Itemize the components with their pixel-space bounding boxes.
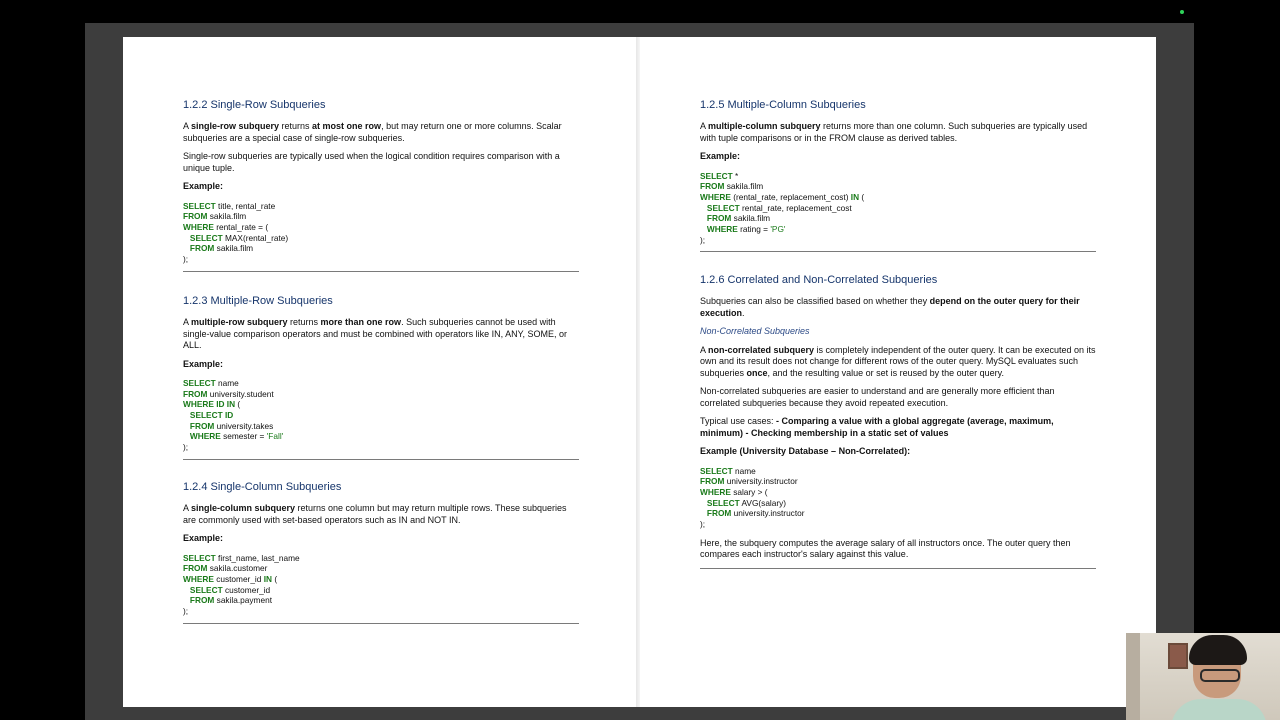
code-text: ( (859, 191, 865, 202)
paragraph (700, 296, 1096, 319)
code-block (700, 466, 1096, 530)
code-text: sakila.film (207, 211, 247, 222)
code-line (700, 181, 1096, 192)
code-line (183, 243, 579, 254)
code-line (183, 553, 579, 564)
text-run: A (700, 121, 709, 131)
code-text: sakila.film (214, 243, 254, 254)
code-keyword: FROM (700, 476, 725, 487)
code-block (183, 553, 579, 617)
bold-term: more than one row (320, 317, 402, 327)
code-text: university.takes (214, 420, 274, 431)
code-text: name (732, 465, 756, 476)
section-divider (183, 271, 579, 272)
section-1-2-5 (700, 98, 1096, 252)
code-text: university.instructor (731, 508, 805, 519)
code-keyword: FROM (706, 508, 732, 519)
code-text: salary > ( (730, 486, 768, 497)
code-keyword: SELECT (706, 202, 740, 213)
code-text: rating = (737, 223, 771, 234)
example-label: Example (University Database – Non-Correlated): (700, 446, 911, 456)
example-label: Example: (700, 151, 741, 161)
code-keyword: SELECT ID (189, 410, 234, 421)
code-line (183, 563, 579, 574)
code-text: title, rental_rate (215, 200, 276, 211)
page-left (123, 37, 636, 707)
code-keyword: WHERE (183, 573, 214, 584)
code-line (183, 431, 579, 442)
code-text (183, 431, 190, 441)
text-run: returns one column but may return multiple rows. These subqueries are commonly used with set-based operators such as IN and NOT IN. (183, 503, 567, 525)
code-line (183, 222, 579, 233)
code-line (183, 595, 579, 606)
code-keyword: IN (263, 573, 273, 584)
section-1-2-3 (183, 294, 579, 460)
bold-term: depend on the outer query for their execution (700, 296, 1080, 318)
code-line (700, 508, 1096, 519)
code-block (183, 201, 579, 265)
section-1-2-6 (700, 273, 1096, 569)
code-text: ); (700, 518, 706, 529)
text-run: A (183, 503, 192, 513)
code-line (183, 211, 579, 222)
code-line (183, 201, 579, 212)
code-string: 'Fall' (266, 431, 284, 442)
code-keyword: WHERE (183, 221, 214, 232)
presenter-glasses (1200, 669, 1240, 682)
code-keyword: FROM (183, 563, 208, 574)
code-text: ); (183, 253, 189, 264)
code-line (700, 203, 1096, 214)
code-keyword: SELECT (700, 465, 733, 476)
code-text (183, 585, 190, 595)
code-text (700, 203, 707, 213)
code-text (183, 595, 190, 605)
text-run: . Such subqueries cannot be used with single-value comparison operators and must be combined with operators like IN, ANY, SOME, or ALL. (183, 317, 568, 350)
bold-term: non-correlated subquery (708, 344, 815, 355)
code-text: rental_rate = ( (213, 221, 269, 232)
code-keyword: WHERE (189, 431, 221, 442)
code-text: sakila.film (731, 213, 771, 224)
code-keyword: FROM (706, 213, 732, 224)
bold-term: once (746, 367, 768, 378)
code-text (183, 233, 190, 243)
code-text: name (215, 378, 239, 388)
code-text: semester = (220, 431, 267, 442)
code-line (183, 410, 579, 421)
paragraph (183, 121, 579, 144)
section-heading: 1.2.6 Correlated and Non-Correlated Subqueries (700, 274, 938, 286)
code-line (700, 213, 1096, 224)
code-block (183, 378, 579, 453)
text-run: Subqueries can also be classified based on whether they (700, 296, 930, 306)
code-line (183, 378, 579, 389)
code-keyword: WHERE ID IN (183, 399, 236, 410)
section-heading: 1.2.3 Multiple-Row Subqueries (183, 295, 333, 307)
text-run: is completely independent of the outer query. It can be executed on its own and its result does not change for different rows of the outer query. MySQL evaluates such subqueries (700, 344, 1096, 378)
example-label: Example: (183, 358, 224, 369)
paragraph: Here, the subquery computes the average salary of all instructors once. The outer query then compares each instructor's salary against this value. (700, 537, 1071, 560)
code-line (700, 519, 1096, 530)
code-text: AVG(salary) (739, 497, 787, 508)
text-run: returns (287, 317, 321, 327)
text-run: , and the resulting value or set is reused by the outer query. (767, 367, 1005, 378)
code-text: sakila.payment (214, 595, 273, 606)
code-text (700, 508, 707, 518)
section-heading: 1.2.2 Single-Row Subqueries (183, 99, 326, 111)
code-line (183, 254, 579, 265)
code-text: * (732, 170, 739, 181)
code-line (700, 171, 1096, 182)
code-text: MAX(rental_rate) (222, 232, 289, 243)
bold-term: - Comparing a value with a global aggregate (average, maximum, minimum) - Checking membership in a static set of values (700, 416, 1054, 438)
code-text: ( (272, 573, 278, 584)
bold-term: at most one row (312, 121, 382, 131)
code-line (183, 389, 579, 400)
code-line (183, 585, 579, 596)
code-text (183, 410, 190, 420)
code-keyword: FROM (183, 388, 208, 399)
paragraph (700, 121, 1096, 144)
code-keyword: FROM (189, 420, 215, 431)
code-text: university.instructor (724, 476, 798, 487)
code-line (183, 399, 579, 410)
code-text: ); (183, 605, 189, 616)
code-line (700, 498, 1096, 509)
code-text: customer_id (222, 584, 271, 595)
text-run: returns more than one column. Such subqueries are typically used with tuple comparisons or in the FROM clause as derived tables. (700, 121, 1088, 143)
code-keyword: WHERE (706, 223, 738, 234)
code-line (183, 233, 579, 244)
code-keyword: FROM (700, 181, 725, 192)
text-run: returns (279, 121, 313, 131)
bold-term: multiple-row subquery (191, 317, 288, 327)
paragraph (183, 317, 579, 352)
code-line (700, 192, 1096, 203)
code-string: 'PG' (770, 223, 786, 234)
text-run: , but may return one or more columns. Scalar subqueries are a special case of single-row subqueries. (183, 121, 562, 143)
presenter-hair (1189, 635, 1247, 665)
text-run: A (183, 317, 192, 327)
code-text (700, 213, 707, 223)
webcam-shelf (1126, 633, 1140, 720)
section-divider (183, 459, 579, 460)
code-block (700, 171, 1096, 246)
text-run: A (183, 121, 192, 131)
code-line (700, 487, 1096, 498)
text-run: A (700, 344, 709, 355)
code-text: (rental_rate, replacement_cost) (730, 191, 851, 202)
code-text: ( (235, 399, 241, 410)
webcam-wall-frame (1168, 643, 1188, 669)
code-text: customer_id (213, 573, 264, 584)
section-divider (700, 251, 1096, 252)
paragraph: Single-row subqueries are typically used when the logical condition requires comparison with a unique tuple. (183, 151, 560, 173)
code-keyword: FROM (189, 595, 215, 606)
paragraph (700, 416, 1096, 439)
code-text (700, 498, 707, 508)
code-keyword: WHERE (700, 486, 731, 497)
code-keyword: SELECT (183, 200, 216, 211)
paragraph (183, 503, 579, 526)
code-line (700, 476, 1096, 487)
code-keyword: FROM (189, 243, 215, 254)
code-line (700, 235, 1096, 246)
bold-term: single-row subquery (191, 121, 280, 131)
section-heading: 1.2.5 Multiple-Column Subqueries (700, 99, 866, 111)
code-text (700, 224, 707, 234)
section-heading: 1.2.4 Single-Column Subqueries (183, 481, 342, 493)
text-run: . (742, 307, 745, 318)
code-keyword: FROM (183, 211, 208, 222)
code-text: first_name, last_name (215, 552, 300, 563)
code-line (183, 442, 579, 453)
code-text: ); (700, 234, 706, 245)
code-line (700, 466, 1096, 477)
code-keyword: SELECT (189, 232, 223, 243)
code-keyword: WHERE (700, 191, 731, 202)
code-keyword: SELECT (183, 378, 216, 388)
code-keyword: IN (850, 191, 860, 202)
code-line (183, 606, 579, 617)
section-divider (183, 623, 579, 624)
webcam-overlay (1126, 633, 1280, 720)
code-keyword: SELECT (706, 497, 740, 508)
code-keyword: SELECT (183, 552, 216, 563)
code-line (183, 574, 579, 585)
code-text: ); (183, 442, 189, 453)
section-divider (700, 568, 1096, 569)
section-1-2-4 (183, 480, 579, 624)
code-line (700, 224, 1096, 235)
code-text: university.student (207, 388, 274, 399)
example-label: Example: (183, 181, 224, 191)
recording-indicator (1180, 10, 1184, 14)
code-text: sakila.film (724, 181, 764, 192)
section-1-2-2 (183, 98, 579, 272)
code-text (183, 421, 190, 431)
code-text: rental_rate, replacement_cost (739, 202, 852, 213)
code-line (183, 421, 579, 432)
code-keyword: SELECT (189, 584, 223, 595)
code-keyword: SELECT (700, 170, 733, 181)
paragraph: Non-correlated subqueries are easier to understand and are generally more efficient than correlated subqueries because they avoid repeated execution. (700, 386, 1055, 408)
code-text (183, 243, 190, 253)
bold-term: multiple-column subquery (708, 121, 821, 131)
example-label: Example: (183, 533, 224, 543)
code-text: sakila.customer (207, 563, 268, 574)
paragraph (700, 345, 1096, 380)
page-right (640, 37, 1156, 707)
text-run: Typical use cases: (700, 416, 774, 426)
bold-term: single-column subquery (191, 503, 296, 513)
subheading: Non-Correlated Subqueries (700, 326, 810, 336)
